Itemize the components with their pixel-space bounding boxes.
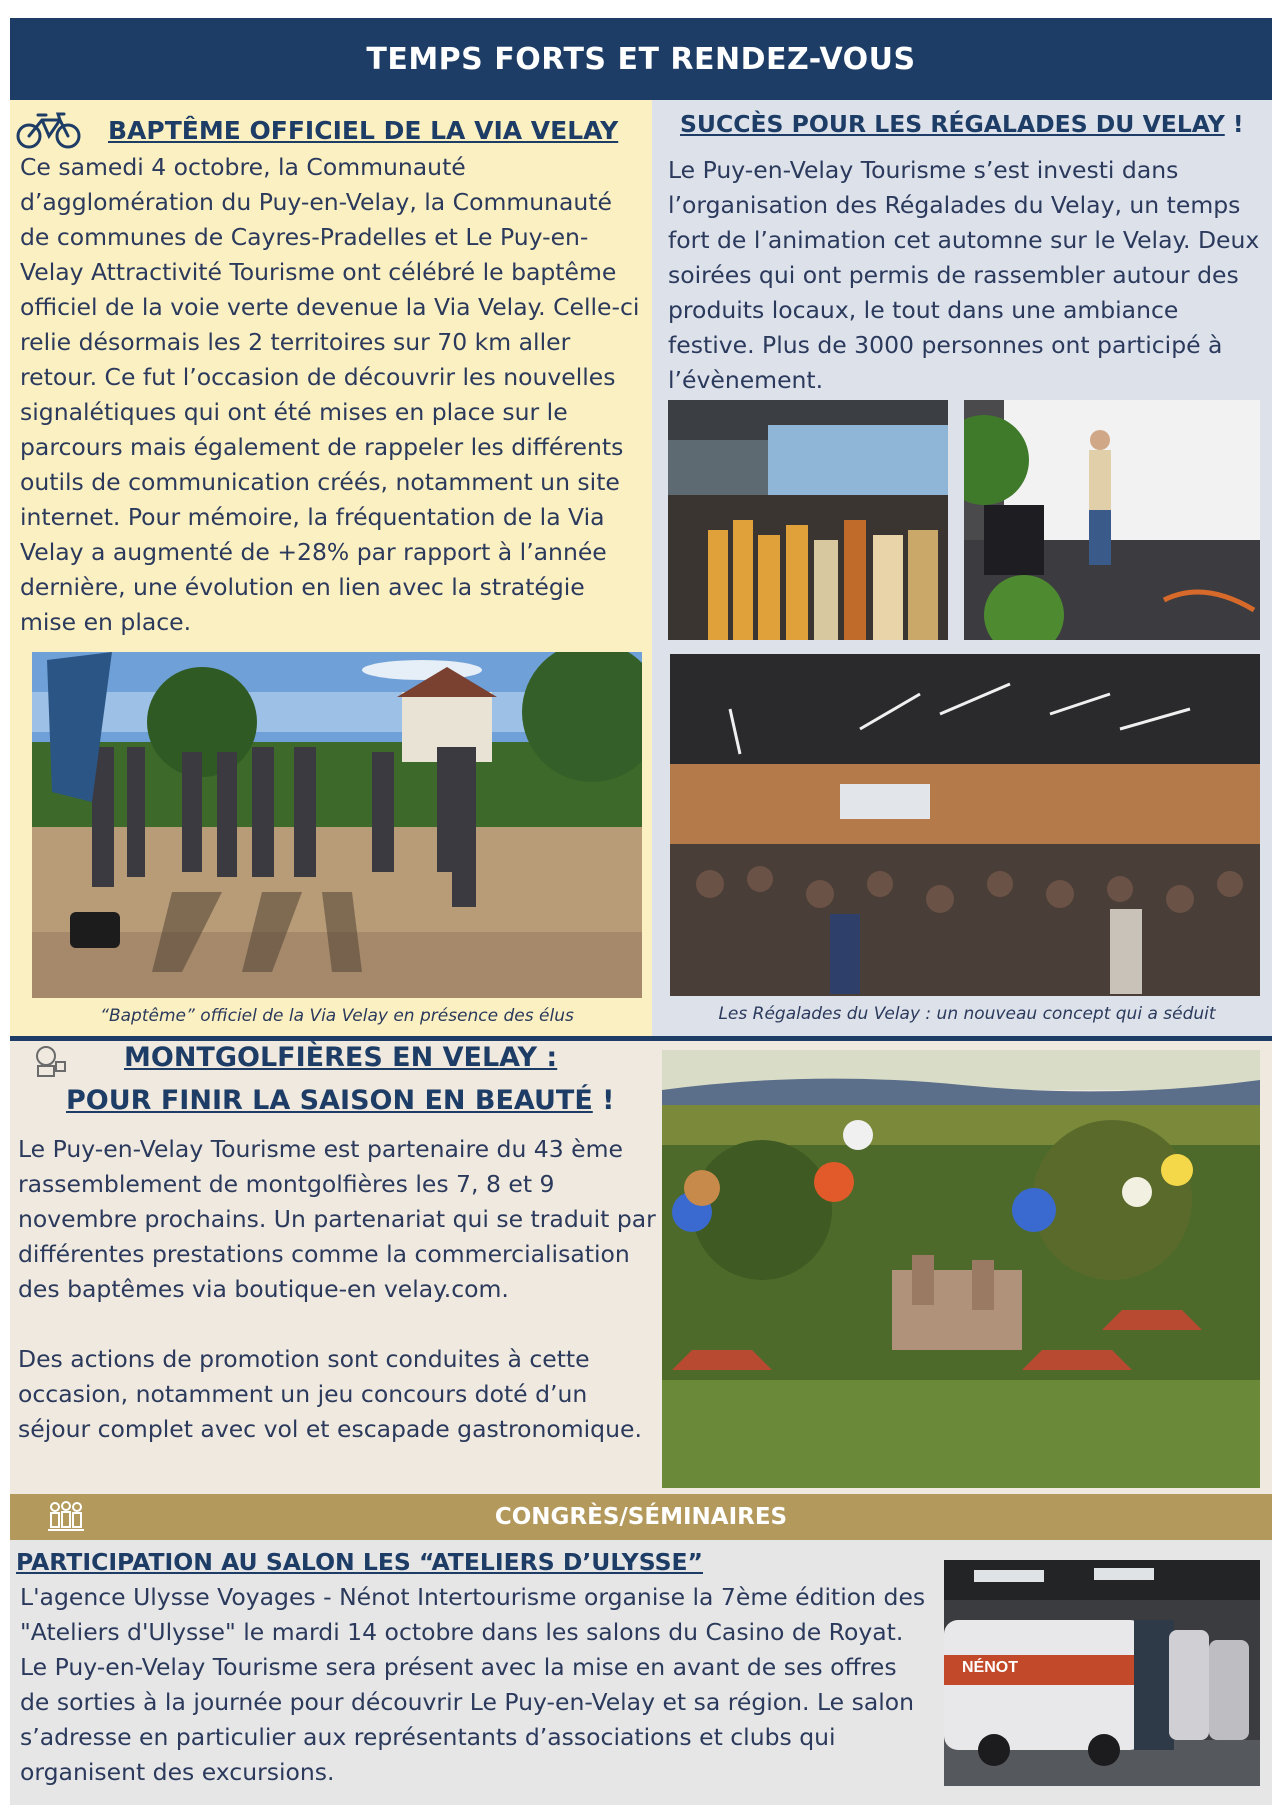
section-divider [10,1036,1272,1041]
bus-brand-label: NÉNOT [962,1659,1018,1676]
ulysse-bus-photo [944,1560,1260,1786]
congres-bar [10,1494,1272,1540]
via-velay-caption: “Baptême” officiel de la Via Velay en présence des élus [100,1006,574,1026]
montgolfieres-title-suffix: ! [592,1085,615,1116]
regalades-photo-bottles [668,400,948,640]
ulysse-body: L'agence Ulysse Voyages - Nénot Intertourisme organise la 7ème édition des "Ateliers d'Ulysse" le mardi 14 octobre dans les salons du Casino de Royat. Le Puy-en-Velay Tourisme sera présent avec la mise en avant de ses offres de sorties à la journée pour découvrir Le Puy-en-Velay et sa région. Le salon s’adresse en particulier aux représentants d’associations et clubs qui organisent des excursions. [20,1583,926,1786]
ulysse-title: PARTICIPATION AU SALON LES “ATELIERS D’ULYSSE” [16,1548,703,1576]
page-header [10,18,1272,100]
regalades-photo-hall [670,654,1260,996]
montgolfieres-title-line2: POUR FINIR LA SAISON EN BEAUTÉ [66,1085,593,1116]
regalades-title-suffix: ! [1224,110,1244,138]
montgolfieres-title-line1: MONTGOLFIÈRES EN VELAY : [124,1042,558,1073]
congres-title: CONGRÈS/SÉMINAIRES [494,1504,788,1530]
regalades-title-wrap [680,110,1244,138]
via-velay-photo [32,652,642,998]
page-title: TEMPS FORTS ET RENDEZ-VOUS [366,41,916,77]
montgolfieres-title-line2-wrap [66,1085,615,1116]
balloon-pilot-icon [32,1044,68,1080]
via-velay-title: BAPTÊME OFFICIEL DE LA VIA VELAY [108,116,619,145]
via-velay-body: Ce samedi 4 octobre, la Communauté d’agglomération du Puy-en-Velay, la Communauté de communes de Cayres-Pradelles et Le Puy-en-Velay Attractivité Tourisme ont célébré le baptême officiel de la voie verte devenue la Via Velay. Celle-ci relie désormais les 2 territoires sur 70 km aller retour. Ce fut l’occasion de découvrir les nouvelles signalétiques qui ont été mises en place sur le parcours mais également de rappeler les différents outils de communication créés, notamment un site internet. Pour mémoire, la fréquentation de la Via Velay a augmenté de +28% par rapport à l’année dernière, une évolution en lien avec la stratégie mise en place. [20,153,640,636]
regalades-title: SUCCÈS POUR LES RÉGALADES DU VELAY [680,110,1225,138]
people-group-icon [46,1500,86,1534]
montgolfieres-photo [662,1050,1260,1488]
regalades-photo-musician [964,400,1260,640]
montgolfieres-body-2: Des actions de promotion sont conduites à cette occasion, notamment un jeu concours doté d’un séjour complet avec vol et escapade gastronomique. [18,1345,642,1443]
bicycle-icon [16,110,82,150]
montgolfieres-body-1: Le Puy-en-Velay Tourisme est partenaire du 43 ème rassemblement de montgolfières les 7, 8 et 9 novembre prochains. Un partenariat qui se traduit par différentes prestations comme la commercialisation des baptêmes via boutique-en velay.com. [18,1135,656,1303]
regalades-caption: Les Régalades du Velay : un nouveau concept qui a séduit [718,1004,1216,1024]
regalades-body: Le Puy-en-Velay Tourisme s’est investi dans l’organisation des Régalades du Velay, un temps fort de l’animation cet automne sur le Velay. Deux soirées qui ont permis de rassembler autour des produits locaux, le tout dans une ambiance festive. Plus de 3000 personnes ont participé à l’évènement. [668,156,1260,394]
